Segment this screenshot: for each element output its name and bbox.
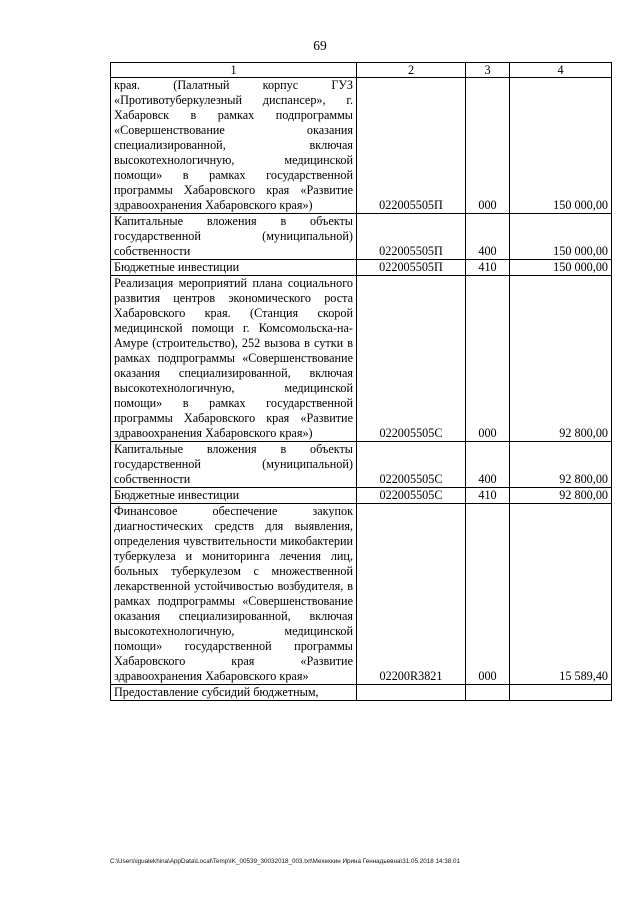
row-amount	[510, 685, 612, 701]
table-row	[111, 78, 612, 214]
row-amount: 92 800,00	[510, 442, 612, 488]
row-description: Бюджетные инвестиции	[111, 260, 357, 276]
page-number: 69	[313, 38, 327, 53]
row-type: 400	[466, 214, 510, 260]
table-row	[111, 488, 612, 504]
row-description: Реализация мероприятий плана социального развития центров экономического роста Хабаровского края. (Станция скорой медицинской помощи г. Комсомольска-на-Амуре (строительство), 252 вызова в сутки в рамках подпрограммы «Совершенствование оказания специализированной, включая высокотехнологичную, медицинской помощи» в рамках государственной программы Хабаровского края «Развитие здравоохранения Хабаровского края»)	[111, 276, 357, 442]
table-row	[111, 504, 612, 685]
row-type: 000	[466, 504, 510, 685]
row-code: 022005505С	[357, 488, 466, 504]
row-type: 410	[466, 260, 510, 276]
row-code: 022005505С	[357, 276, 466, 442]
column-header: 3	[466, 63, 510, 78]
column-header: 1	[111, 63, 357, 78]
column-header: 2	[357, 63, 466, 78]
row-code: 022005505С	[357, 442, 466, 488]
table-row	[111, 214, 612, 260]
row-description: Предоставление субсидий бюджетным,	[111, 685, 357, 701]
row-amount: 92 800,00	[510, 276, 612, 442]
row-amount: 15 589,40	[510, 504, 612, 685]
row-amount: 150 000,00	[510, 78, 612, 214]
table-row	[111, 685, 612, 701]
row-type: 410	[466, 488, 510, 504]
row-code: 022005505П	[357, 78, 466, 214]
row-code: 022005505П	[357, 214, 466, 260]
column-header: 4	[510, 63, 612, 78]
row-description: Капитальные вложения в объекты государственной (муниципальной) собственности	[111, 214, 357, 260]
table-row	[111, 276, 612, 442]
row-type: 400	[466, 442, 510, 488]
row-amount: 92 800,00	[510, 488, 612, 504]
table-row	[111, 260, 612, 276]
row-description: Финансовое обеспечение закупок диагностических средств для выявления, определения чувствительности микобактерии туберкулеза и мониторинга лечения лиц, больных туберкулезом с множественной лекарственной устойчивостью возбудителя, в рамках подпрограммы «Совершенствование оказания специализированной, включая высокотехнологичную, медицинской помощи» государственной программы Хабаровского края «Развитие здравоохранения Хабаровского края»	[111, 504, 357, 685]
row-type	[466, 685, 510, 701]
row-amount: 150 000,00	[510, 214, 612, 260]
file-path-footer: C:\Users\igualekhina\AppData\Local\Temp\IK_00539_30032018_003.txt\Мехехкин Ирина Геннадьевна\31.05.2018 14:38:01	[110, 858, 460, 865]
row-description: Капитальные вложения в объекты государственной (муниципальной) собственности	[111, 442, 357, 488]
row-code: 02200R3821	[357, 504, 466, 685]
row-type: 000	[466, 78, 510, 214]
budget-table	[110, 62, 612, 701]
table-row	[111, 442, 612, 488]
table-header-row	[111, 63, 612, 78]
row-code: 022005505П	[357, 260, 466, 276]
row-code	[357, 685, 466, 701]
row-type: 000	[466, 276, 510, 442]
row-description: Бюджетные инвестиции	[111, 488, 357, 504]
row-amount: 150 000,00	[510, 260, 612, 276]
row-description: края. (Палатный корпус ГУЗ «Противотуберкулезный диспансер», г. Хабаровск в рамках подпрограммы «Совершенствование оказания специализированной, включая высокотехнологичную, медицинской помощи» в рамках государственной программы Хабаровского края «Развитие здравоохранения Хабаровского края»)	[111, 78, 357, 214]
